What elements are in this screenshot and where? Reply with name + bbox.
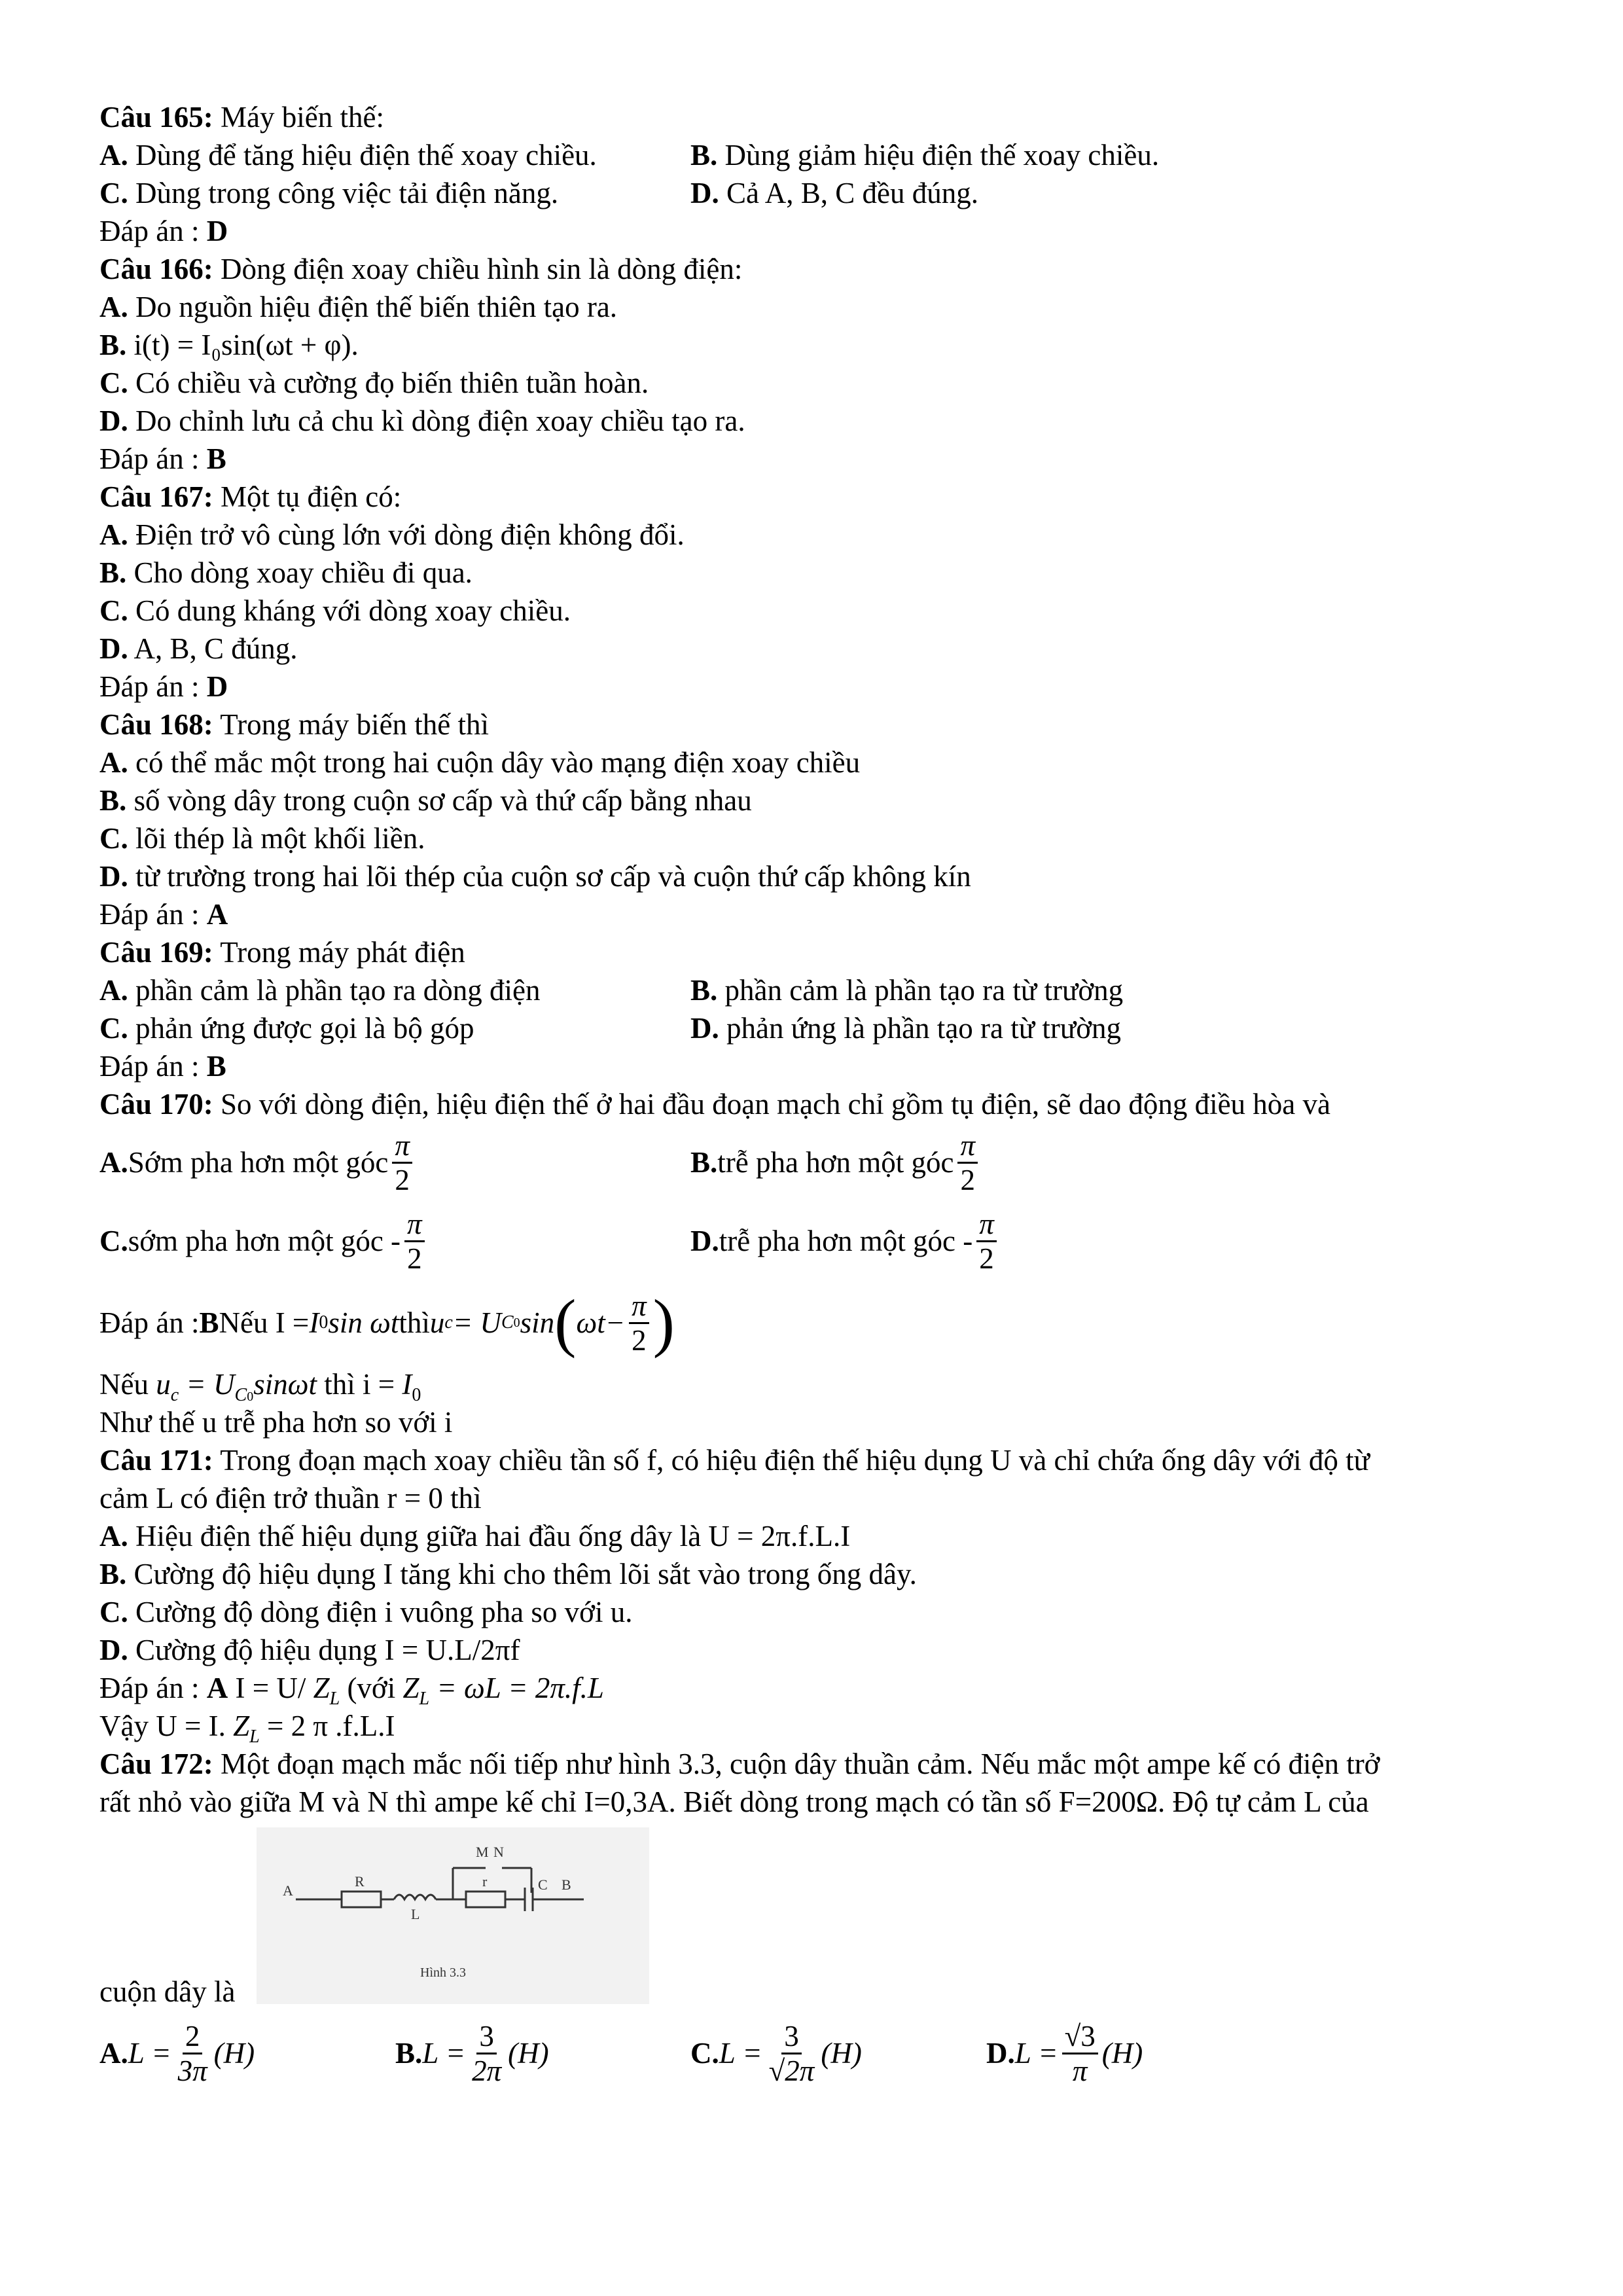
question-text: Trong máy phát điện [213, 936, 465, 969]
option-c: C. phản ứng được gọi là bộ góp [99, 1012, 474, 1045]
question-text: Trong máy biến thế thì [213, 708, 490, 741]
question-text: Một đoạn mạch mắc nối tiếp như hình 3.3, cuộn dây thuần cảm. Nếu mắc một ampe kế có điện trở [213, 1748, 1380, 1780]
option-b: B. số vòng dây trong cuộn sơ cấp và thứ cấp bằng nhau [99, 784, 752, 817]
fraction: $\frac{\pi}{2}$ [629, 1289, 649, 1357]
option-row [99, 136, 1526, 174]
option-row [99, 174, 1526, 212]
node-m-label: M [476, 1844, 489, 1860]
explanation-line: Vậy U = I. $Z_L = 2$ π .f.L.I [99, 1710, 395, 1747]
explanation-line: Như thế u trễ pha hơn so với i [99, 1406, 453, 1439]
fraction: $\frac{\pi}{2}$ [957, 1129, 978, 1196]
question-text-cont: cảm L có điện trở thuần r = 0 thì [99, 1482, 482, 1515]
option-row [99, 1202, 1526, 1280]
option-b: B. Cho dòng xoay chiều đi qua. [99, 556, 473, 589]
question-text-cont: cuộn dây là [99, 1975, 236, 2008]
option-d: D. A, B, C đúng. [99, 632, 298, 665]
fraction: $\frac{\pi}{2}$ [976, 1208, 997, 1275]
figure-row [99, 1821, 1526, 2011]
option-b: B. L = $\frac{3}{2\pi}$ (H) [395, 2019, 549, 2087]
option-a: A. có thể mắc một trong hai cuộn dây vào mạng điện xoay chiều [99, 746, 861, 779]
answer: Đáp án : A [99, 898, 228, 931]
option-row [99, 971, 1526, 1009]
option-d: D. Do chỉnh lưu cả chu kì dòng điện xoay chiều tạo ra. [99, 404, 745, 437]
option-b: B. Dùng giảm hiệu điện thế xoay chiều. [690, 139, 1160, 171]
node-b-label: B [562, 1876, 571, 1893]
question-text: Trong đoạn mạch xoay chiều tần số f, có hiệu điện thế hiệu dụng U và chỉ chứa ống dây với độ từ [213, 1444, 1370, 1477]
circuit-figure [257, 1827, 649, 2004]
question-168 [99, 706, 1526, 744]
question-number: Câu 170: [99, 1088, 213, 1121]
option-a: A. Hiệu điện thế hiệu dụng giữa hai đầu ống dây là U = 2π.f.L.I [99, 1520, 851, 1552]
question-text: So với dòng điện, hiệu điện thế ở hai đầu đoạn mạch chỉ gồm tụ điện, sẽ dao động điều hòa và [213, 1088, 1330, 1121]
question-text: Dòng điện xoay chiều hình sin là dòng điện: [213, 253, 743, 285]
option-d: D. Cả A, B, C đều đúng. [690, 177, 979, 209]
question-169 [99, 933, 1526, 971]
option-b: B. phần cảm là phần tạo ra từ trường [690, 974, 1124, 1007]
question-list [99, 98, 1526, 2102]
option-row [99, 2011, 1526, 2102]
option-b: B. trễ pha hơn một góc $\frac{\pi}{2}$ [690, 1123, 982, 1202]
option-c: C. Dùng trong công việc tải điện năng. [99, 177, 559, 209]
option-a: A. Sớm pha hơn một góc $\frac{\pi}{2}$ [99, 1123, 416, 1202]
option-c: C. Cường độ dòng điện i vuông pha so với u. [99, 1596, 633, 1628]
option-row [99, 1123, 1526, 1202]
question-number: Câu 165: [99, 101, 213, 134]
option-c: C. Có chiều và cường đọ biến thiên tuần hoàn. [99, 367, 649, 399]
answer: Đáp án : B Nếu I = I 0 sin ωt thì u c = U C 0 sin ( ωt− $\frac{\pi}{2}$ ) [99, 1286, 675, 1359]
question-number: Câu 172: [99, 1748, 213, 1780]
option-a: A. phần cảm là phần tạo ra dòng điện [99, 974, 541, 1007]
option-c: C. Có dung kháng với dòng xoay chiều. [99, 594, 571, 627]
answer: Đáp án : D [99, 670, 228, 703]
option-d: D. phản ứng là phần tạo ra từ trường [690, 1012, 1122, 1045]
question-number: Câu 169: [99, 936, 213, 969]
fraction: $\frac{\pi}{2}$ [392, 1129, 412, 1196]
question-165 [99, 98, 1526, 136]
answer: Đáp án : D [99, 215, 228, 247]
figure-caption: Hình 3.3 [420, 1965, 466, 1980]
fraction: $\frac{\pi}{2}$ [404, 1208, 425, 1275]
question-167 [99, 478, 1526, 516]
question-number: Câu 166: [99, 253, 213, 285]
resistor-r-label: R [355, 1873, 365, 1890]
question-text: Máy biến thế: [213, 101, 384, 134]
answer: Đáp án : B [99, 1050, 226, 1083]
node-n-label: N [493, 1844, 504, 1860]
question-number: Câu 171: [99, 1444, 213, 1477]
option-d: D. trễ pha hơn một góc - $\frac{\pi}{2}$ [690, 1202, 1001, 1280]
option-a: A. Điện trở vô cùng lớn với dòng điện không đổi. [99, 518, 685, 551]
option-row [99, 1009, 1526, 1047]
question-171 [99, 1441, 1526, 1479]
option-c: C. lõi thép là một khối liền. [99, 822, 425, 855]
question-number: Câu 168: [99, 708, 213, 741]
option-b: B. Cường độ hiệu dụng I tăng khi cho thêm lõi sắt vào trong ống dây. [99, 1558, 917, 1590]
answer: Đáp án : B [99, 442, 226, 475]
node-a-label: A [283, 1882, 293, 1899]
question-172 [99, 1745, 1526, 1783]
option-a: A. Do nguồn hiệu điện thế biến thiên tạo ra. [99, 291, 618, 323]
option-c: C. sớm pha hơn một góc - $\frac{\pi}{2}$ [99, 1202, 429, 1280]
option-c: C. L = $\frac{3}{√2\pi}$ (H) [690, 2019, 862, 2087]
question-170 [99, 1085, 1526, 1123]
question-166 [99, 250, 1526, 288]
option-d: D. Cường độ hiệu dụng I = U.L/2πf [99, 1634, 520, 1666]
question-number: Câu 167: [99, 480, 213, 513]
option-a: A. Dùng để tăng hiệu điện thế xoay chiều. [99, 139, 597, 171]
explanation-line: Nếu $u_c = U_{C0}\sin\omega t$ thì $i = I_0$ [99, 1368, 421, 1405]
option-d: D. L = $\frac{√3}{\pi}$ (H) [986, 2019, 1143, 2087]
option-b: B. i(t) = I₀sin(ωt + φ). [99, 329, 359, 361]
answer: Đáp án : A I = U/ $Z_L$ (với $Z_L = \omega L = 2\pi.f.L$ [99, 1672, 604, 1709]
resistor-small-r-label: r [482, 1873, 488, 1890]
question-text-cont: rất nhỏ vào giữa M và N thì ampe kế chỉ I=0,3A. Biết dòng trong mạch có tần số F=200Ω. Độ tự cảm L của [99, 1785, 1369, 1818]
option-a: A. L = $\frac{2}{3\pi}$ (H) [99, 2019, 255, 2087]
inductor-label: L [411, 1906, 420, 1922]
question-text: Một tụ điện có: [213, 480, 402, 513]
option-d: D. từ trường trong hai lõi thép của cuộn sơ cấp và cuộn thứ cấp không kín [99, 860, 971, 893]
capacitor-label: C [538, 1876, 548, 1893]
circuit-diagram [257, 1827, 649, 2004]
